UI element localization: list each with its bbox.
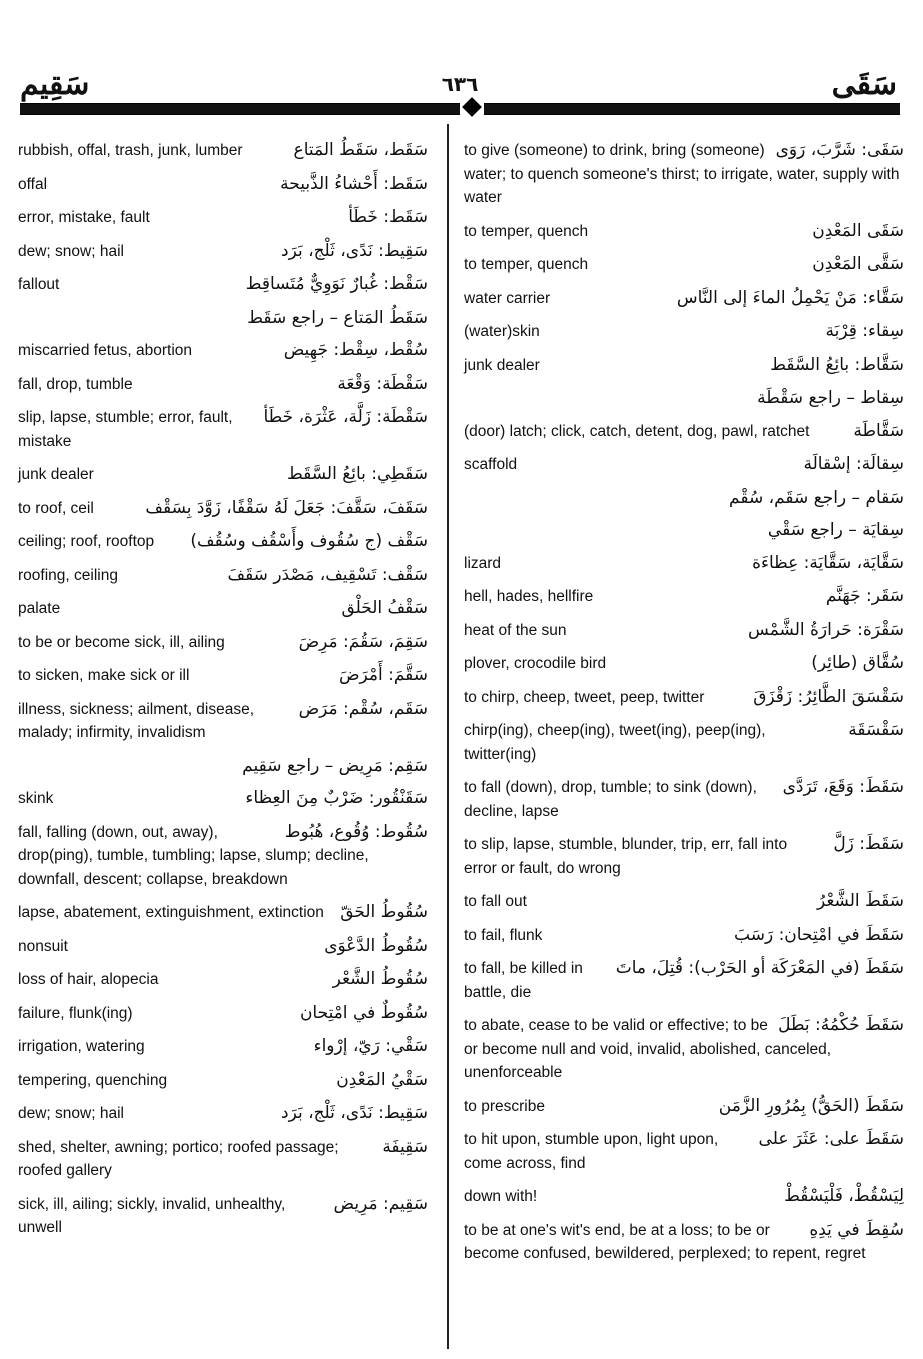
- arabic-headword: سُقُوطُ الشَّعْر: [332, 969, 428, 989]
- english-definition: hell, hades, hellfire: [464, 588, 594, 605]
- dictionary-entry: [18, 597, 428, 621]
- arabic-headword: سَقْف (ج سُقُوف وأَسْقُف وسُقُف): [190, 531, 428, 551]
- page-number: ٦٣٦: [441, 72, 479, 96]
- arabic-headword: سَقْرَة: حَرارَةُ الشَّمْس: [748, 619, 904, 640]
- right-column: [464, 139, 904, 1276]
- column-divider: [447, 124, 449, 1349]
- left-column: [18, 139, 428, 1250]
- english-definition: junk dealer: [464, 356, 540, 374]
- arabic-headword: سَقِيط: نَدًى، ثَلْج، بَرَد: [281, 240, 428, 261]
- arabic-headword: سَقَطَ الشَّعْرُ: [816, 891, 904, 911]
- english-definition: to fall, be killed in battle, die: [464, 960, 583, 1001]
- english-definition: lizard: [464, 554, 502, 572]
- english-definition: to temper, quench: [464, 222, 589, 240]
- english-definition: to be at one's wit's end, be at a loss; to be or become confused, bewildered, perplexed; to repent, regret: [464, 1221, 866, 1262]
- english-definition: to abate, cease to be valid or effective; to be or become null and void, invalid, abolished, canceled, unenforceable: [464, 1017, 832, 1081]
- arabic-headword: سَقَطَ في امْتِحان: رَسَبَ: [734, 924, 904, 945]
- arabic-headword: سَقْسَقَ الطَّائِرُ: زَقْزَقَ: [753, 686, 904, 707]
- arabic-headword: سَقْيُ المَعْدِن: [336, 1069, 428, 1090]
- english-definition: plover, crocodile bird: [464, 655, 607, 672]
- dictionary-entry: [18, 1136, 428, 1183]
- dictionary-entry: [464, 552, 904, 576]
- dictionary-entry: [18, 664, 428, 688]
- english-definition: to give (someone) to drink, bring (someone) water; to quench someone's thirst; to irrigate, water, supply with water: [464, 142, 900, 206]
- dictionary-entry: [464, 776, 904, 823]
- arabic-headword: سَقَطَ: وَقَعَ، تَرَدَّى: [782, 777, 904, 797]
- english-definition: dew; snow; hail: [18, 242, 124, 260]
- dictionary-entry: [18, 530, 428, 554]
- dictionary-entry: [464, 487, 904, 510]
- dictionary-entry: [464, 924, 904, 948]
- english-definition: fall, drop, tumble: [18, 375, 133, 393]
- english-definition: to temper, quench: [464, 256, 589, 273]
- dictionary-entry: [18, 240, 428, 264]
- arabic-headword: سَقْي: رَيّ، إرْواء: [313, 1036, 428, 1056]
- arabic-headword: سَقَّايَة، سَقَّايَة: عِظاءَة: [752, 552, 904, 573]
- arabic-headword: سَقام – راجع سَقَم، سُقْم: [729, 487, 904, 508]
- english-definition: to fall (down), drop, tumble; to sink (down), decline, lapse: [464, 779, 757, 820]
- dictionary-entry: [18, 698, 428, 745]
- arabic-headword: سَقِيط: نَدًى، ثَلْج، بَرَد: [281, 1103, 428, 1123]
- dictionary-entry: [18, 821, 428, 892]
- english-definition: fallout: [18, 276, 60, 293]
- arabic-headword: سُقُوطٌ في امْتِحان: [299, 1002, 428, 1023]
- dictionary-entry: [464, 1185, 904, 1209]
- english-definition: to sicken, make sick or ill: [18, 667, 190, 684]
- arabic-headword: سَقْسَقَة: [848, 720, 904, 740]
- dictionary-entry: [18, 206, 428, 230]
- dictionary-entry: [464, 287, 904, 311]
- dictionary-entry: [464, 519, 904, 542]
- arabic-headword: سَقَطَ: زَلَّ: [833, 834, 904, 854]
- arabic-headword: سِقالَة: إسْقالَة: [803, 454, 904, 474]
- arabic-headword: سُقُوطُ الدَّعْوَى: [324, 935, 428, 956]
- english-definition: to roof, ceil: [18, 499, 94, 517]
- english-definition: ceiling; roof, rooftop: [18, 533, 155, 550]
- english-definition: slip, lapse, stumble; error, fault, mistake: [18, 409, 233, 450]
- english-definition: water carrier: [464, 289, 551, 307]
- arabic-headword: سَقَّى المَعْدِن: [812, 254, 904, 274]
- arabic-headword: سُقُوطُ الحَقّ: [340, 902, 428, 922]
- dictionary-entry: [464, 139, 904, 210]
- english-definition: loss of hair, alopecia: [18, 971, 159, 988]
- dictionary-entry: [464, 1014, 904, 1085]
- arabic-headword: سِقاء: قِرْبَة: [825, 321, 904, 341]
- dictionary-entry: [464, 220, 904, 244]
- dictionary-entry: [18, 935, 428, 959]
- arabic-headword: سَقِمَ، سَقُمَ: مَرِضَ: [298, 631, 428, 652]
- english-definition: chirp(ing), cheep(ing), tweet(ing), peep(ing), twitter(ing): [464, 722, 766, 763]
- english-definition: nonsuit: [18, 937, 68, 955]
- english-definition: sick, ill, ailing; sickly, invalid, unhealthy, unwell: [18, 1195, 286, 1236]
- english-definition: roofing, ceiling: [18, 566, 118, 584]
- arabic-headword: سَقَطَ حُكْمُهُ: بَطَلَ: [778, 1015, 904, 1035]
- dictionary-entry: [464, 354, 904, 378]
- dictionary-entry: [18, 1193, 428, 1240]
- dictionary-entry: [464, 420, 904, 444]
- dictionary-entry: [464, 453, 904, 477]
- english-definition: heat of the sun: [464, 621, 567, 639]
- arabic-headword: سُقِطَ في يَدِهِ: [809, 1219, 904, 1240]
- arabic-headword: سَقَّاطَة: [853, 420, 904, 441]
- arabic-headword: سَقَطُ المَتاع – راجع سَقَط: [247, 307, 428, 328]
- dictionary-entry: [464, 719, 904, 766]
- arabic-headword: سَقِيفَة: [382, 1136, 428, 1157]
- dictionary-entry: [464, 890, 904, 914]
- dictionary-entry: [18, 139, 428, 163]
- header-rule-right: [484, 103, 900, 115]
- dictionary-entry: [464, 320, 904, 344]
- arabic-headword: سِقاط – راجع سَقْطَة: [757, 388, 904, 408]
- dictionary-entry: [464, 652, 904, 676]
- arabic-headword: سُقَّاق (طائِر): [811, 653, 904, 673]
- english-definition: to slip, lapse, stumble, blunder, trip, err, fall into error or fault, do wrong: [464, 836, 788, 877]
- arabic-headword: سَقْطَة: زَلَّة، عَثْرَة، خَطَأ: [263, 407, 428, 427]
- arabic-headword: سُقْط، سِقْط: جَهِيض: [283, 340, 428, 360]
- dictionary-entry: [18, 901, 428, 925]
- arabic-headword: لِيَسْقُطْ، فَلْيَسْقُطْ: [784, 1186, 904, 1206]
- english-definition: to fail, flunk: [464, 926, 543, 944]
- arabic-headword: سَقِيم: مَرِيض: [333, 1193, 428, 1214]
- dictionary-entry: [18, 968, 428, 992]
- dictionary-entry: [18, 339, 428, 363]
- dictionary-entry: [464, 1128, 904, 1175]
- arabic-headword: سَقَر: جَهَنَّم: [825, 586, 904, 606]
- arabic-headword: سِقايَة – راجع سَقْي: [767, 520, 904, 540]
- english-definition: offal: [18, 175, 48, 193]
- arabic-headword: سَقَّاط: بائِعُ السَّقَط: [770, 354, 904, 375]
- dictionary-entry: [464, 1219, 904, 1266]
- arabic-headword: سَقَفَ، سَقَّفَ: جَعَلَ لَهُ سَقْفًا، زَوَّدَ بِسَقْف: [145, 497, 428, 518]
- english-definition: palate: [18, 600, 61, 617]
- english-definition: fall, falling (down, out, away), drop(ping), tumble, tumbling; lapse, slump; decline, downfall, descent; collapse, breakdown: [18, 823, 369, 888]
- arabic-headword: سَقَطَ (في المَعْرَكَة أو الحَرْب): قُتِلَ، ماتَ: [615, 958, 904, 978]
- english-definition: to chirp, cheep, tweet, peep, twitter: [464, 688, 705, 706]
- arabic-headword: سَقْف: تَسْقِيف، مَصْدَر سَقَفَ: [227, 564, 428, 585]
- dictionary-entry: [464, 686, 904, 710]
- english-definition: irrigation, watering: [18, 1038, 145, 1055]
- english-definition: scaffold: [464, 456, 518, 473]
- arabic-headword: سَقَطِي: بائِعُ السَّقَط: [287, 464, 428, 484]
- english-definition: failure, flunk(ing): [18, 1004, 133, 1022]
- english-definition: illness, sickness; ailment, disease, malady; infirmity, invalidism: [18, 700, 255, 741]
- dictionary-entry: [464, 253, 904, 277]
- arabic-headword: سَقَم، سُقْم: مَرَض: [298, 698, 428, 719]
- arabic-headword: سَقَط: خَطَأ: [348, 207, 428, 227]
- english-definition: to be or become sick, ill, ailing: [18, 633, 225, 651]
- arabic-headword: سَقَّمَ: أَمْرَضَ: [338, 665, 428, 685]
- arabic-headword: سَقَط: أَحْشاءُ الذَّبيحة: [280, 173, 428, 194]
- arabic-headword: سَقَط، سَقَطُ المَتاع: [293, 140, 428, 160]
- english-definition: junk dealer: [18, 466, 94, 483]
- dictionary-entry: [18, 373, 428, 397]
- english-definition: lapse, abatement, extinguishment, extinction: [18, 904, 324, 921]
- dictionary-entry: [18, 631, 428, 655]
- arabic-headword: سُقُوط: وُقُوع، هُبُوط: [284, 821, 428, 842]
- english-definition: error, mistake, fault: [18, 209, 150, 226]
- dictionary-entry: [18, 307, 428, 330]
- dictionary-entry: [18, 755, 428, 778]
- dictionary-entry: [18, 273, 428, 297]
- arabic-headword: سَقْفُ الحَلْق: [341, 598, 428, 618]
- header-diamond-ornament: [462, 97, 482, 117]
- dictionary-entry: [464, 833, 904, 880]
- left-guide-word: سَقِيم: [20, 67, 90, 102]
- dictionary-entry: [464, 1095, 904, 1119]
- english-definition: skink: [18, 790, 54, 807]
- english-definition: to fall out: [464, 893, 527, 910]
- dictionary-entry: [464, 585, 904, 609]
- dictionary-entry: [18, 564, 428, 588]
- dictionary-entry: [464, 619, 904, 643]
- arabic-headword: سَقَى المَعْدِن: [812, 220, 904, 241]
- english-definition: dew; snow; hail: [18, 1105, 124, 1122]
- english-definition: shed, shelter, awning; portico; roofed passage; roofed gallery: [18, 1138, 339, 1179]
- header-rule-left: [20, 103, 460, 115]
- arabic-headword: سَقَّاء: مَنْ يَحْمِلُ الماءَ إلى النَّاس: [676, 287, 904, 308]
- english-definition: down with!: [464, 1188, 538, 1205]
- arabic-headword: سَقَطَ على: عَثَرَ على: [758, 1129, 904, 1149]
- dictionary-entry: [18, 406, 428, 453]
- right-guide-word: سَقَى: [831, 67, 897, 102]
- arabic-headword: سَقْط: غُبارٌ نَوَوِيٌّ مُتَساقِط: [245, 274, 428, 294]
- dictionary-entry: [18, 463, 428, 487]
- english-definition: (door) latch; click, catch, detent, dog, pawl, ratchet: [464, 422, 810, 440]
- dictionary-entry: [18, 497, 428, 521]
- arabic-headword: سَقِم: مَرِيض – راجع سَقِيم: [242, 755, 428, 776]
- dictionary-entry: [464, 957, 904, 1004]
- dictionary-entry: [464, 387, 904, 410]
- english-definition: tempering, quenching: [18, 1071, 168, 1089]
- dictionary-entry: [18, 1102, 428, 1126]
- dictionary-entry: [18, 1035, 428, 1059]
- english-definition: to hit upon, stumble upon, light upon, come across, find: [464, 1131, 719, 1172]
- dictionary-entry: [18, 1069, 428, 1093]
- english-definition: rubbish, offal, trash, junk, lumber: [18, 142, 243, 159]
- dictionary-entry: [18, 787, 428, 811]
- arabic-headword: سَقْطَة: وَقْعَة: [337, 373, 428, 394]
- arabic-headword: سَقَى: شَرَّبَ، رَوَى: [775, 140, 904, 160]
- arabic-headword: سَقَنْقُور: ضَرْبٌ مِنَ العِظاء: [245, 788, 428, 808]
- english-definition: miscarried fetus, abortion: [18, 342, 193, 359]
- english-definition: (water)skin: [464, 323, 540, 340]
- english-definition: to prescribe: [464, 1097, 545, 1115]
- arabic-headword: سَقَطَ (الحَقُّ) بِمُرُورِ الزَّمَن: [718, 1095, 904, 1116]
- dictionary-entry: [18, 1002, 428, 1026]
- dictionary-entry: [18, 173, 428, 197]
